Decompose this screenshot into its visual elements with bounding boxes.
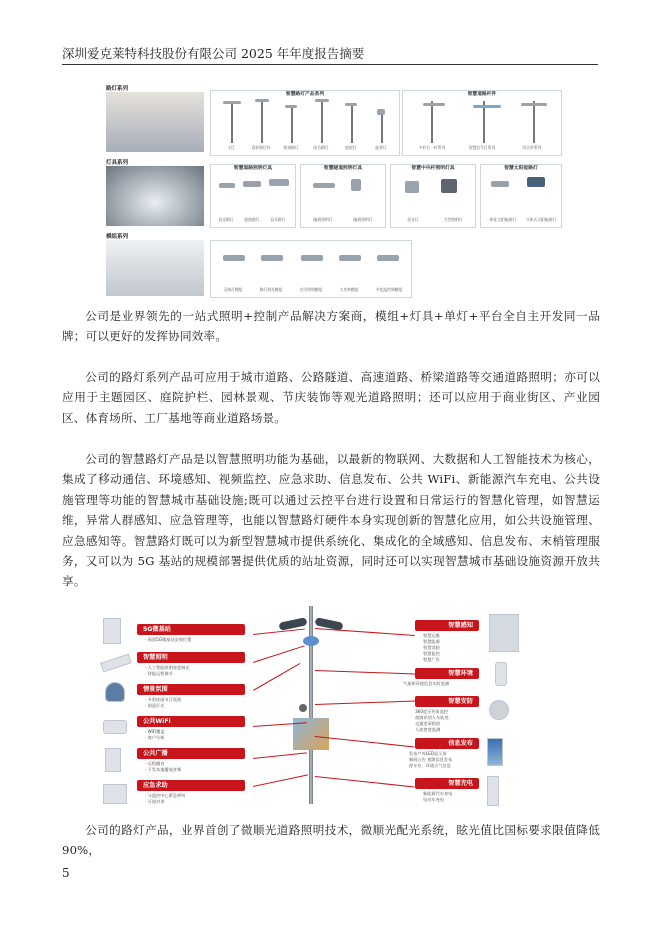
- product-label: 隧道照明灯: [353, 217, 373, 222]
- feature-text: · 多彩炫丽节日氛围: [145, 697, 182, 702]
- product-label: 一体化太阳能路灯: [485, 217, 517, 222]
- speaker-device: [105, 748, 121, 772]
- fixture-group: [300, 164, 386, 228]
- feature-text: · 可视对讲: [145, 799, 165, 804]
- feature-text: · 远程播音: [145, 761, 165, 766]
- dome-camera-device: [489, 700, 509, 720]
- info-display-device: [487, 738, 503, 766]
- feature-banner-info: 信息发布: [415, 738, 479, 749]
- streetlight-series-label: 路灯系列: [106, 86, 129, 92]
- wifi-device: [103, 720, 127, 734]
- product-label: 智慧信号灯系列: [468, 145, 496, 150]
- product-label: 无路灯模组: [223, 287, 243, 292]
- feature-text: 气象和环境信息实时监测: [403, 681, 450, 686]
- paragraph-1: 公司是业界领先的一站式照明+控制产品解决方案商，模组+灯具+单灯+平台全自主开发同一品牌；可以更好的发挥协同效率。: [62, 309, 600, 344]
- 5g-base-station-device: [103, 618, 121, 644]
- product-label: 分体式太阳能路灯: [525, 217, 557, 222]
- feature-text: · WiFi覆盖: [145, 729, 165, 734]
- feature-text: 人流密度监测: [415, 727, 441, 732]
- feature-text: 360度无死角监控: [415, 709, 449, 714]
- page-header: 深圳爱克莱特科技股份有限公司 2025 年年度报告摘要: [62, 46, 365, 61]
- feature-banner-sensing: 智慧感知: [415, 620, 479, 631]
- module-series-label: 模组系列: [106, 234, 129, 240]
- fixture-group: [210, 164, 296, 228]
- fixture-group-title: 智慧太阳能路灯: [504, 166, 538, 171]
- pole-ambient-light: [303, 636, 319, 646]
- paragraph-3: 公司的智慧路灯产品是以智慧照明功能为基础，以最新的物联网、大数据和人工智能技术为核心，集成了移动通信、环境感知、视频监控、应急求助、信息发布、公共 WiFi、新能源汽车充电、公共设施管理等功能的智慧城市基础设施;既可以通过云控平台进行设置和日常运行的智慧化管理，如智慧运维，异常人群感知、应急管理等，也能以智慧路灯硬件本身实现创新的智慧化应用，如公共设施管理、应急感知等。智慧路灯既可以为新型智慧城市提供系统化、集成化的全域感知、信息发布、末梢管理服务，又可以为 5G 基站的规模部署提供优质的站址资源，同时还可以实现智慧城市基础设施资源开放共享。: [62, 452, 600, 589]
- feature-text: · 创意灯光: [145, 703, 165, 708]
- fixture-group-title: 智慧道路照明灯具: [233, 166, 273, 171]
- fixture-series-label: 灯具系列: [106, 160, 129, 166]
- ev-charger-device: [487, 776, 499, 806]
- product-label: 双杆路灯杆: [251, 145, 271, 150]
- product-label: 投光灯: [407, 217, 419, 222]
- pole-camera: [299, 704, 307, 712]
- feature-text: · 智能远程调节: [145, 671, 173, 676]
- emergency-help-device: [103, 784, 127, 804]
- smart-light-group-title: 智慧路灯产品系列: [285, 92, 325, 97]
- feature-text: 视频识别人车轨迹: [415, 715, 449, 720]
- header-rule: [62, 64, 598, 65]
- feature-text: · 预留5G微基站安装位置: [145, 637, 192, 642]
- product-label: 双头路灯: [270, 217, 286, 222]
- lamp-head-device: [100, 654, 132, 673]
- feature-text: 发布户外LED显示屏: [409, 751, 447, 756]
- feature-text: 停车位、环境天气信息: [409, 763, 451, 768]
- product-label: 综合路灯: [313, 145, 329, 150]
- product-label: 多杆合一杆系列: [418, 145, 446, 150]
- product-label: 路灯调光模组: [259, 287, 283, 292]
- feature-text: 新能源汽车充电: [423, 791, 453, 796]
- smart-pole-group: [402, 90, 562, 156]
- feature-banner-security: 智慧安防: [415, 696, 479, 707]
- fixture-group: [480, 164, 562, 228]
- product-label: 庭院灯: [345, 145, 357, 150]
- feature-banner-charging: 智慧充电: [415, 778, 479, 789]
- smart-pole-figure: [103, 600, 533, 810]
- feature-text: 交通违章抓拍: [415, 721, 441, 726]
- feature-text: 新闻公告 视频信息发布: [409, 757, 453, 762]
- feature-banner-broadcast: 公共广播: [137, 748, 245, 759]
- product-label: 多色温控调模组: [375, 287, 403, 292]
- ambient-light-device: [105, 682, 125, 702]
- feature-text: 电动车充电: [423, 797, 444, 802]
- streetlight-photo: [106, 92, 204, 152]
- product-label: 隧道照明灯: [313, 217, 333, 222]
- feature-banner-lighting: 智慧照明: [137, 652, 245, 663]
- feature-banner-emergency: 应急求助: [137, 780, 245, 791]
- sensor-hub-device: [489, 614, 519, 652]
- fixture-group-title: 智慧隧道照明灯具: [323, 166, 363, 171]
- feature-text: 智慧能源: [423, 639, 440, 644]
- fixture-group-title: 智慧中央杆照明灯具: [411, 166, 455, 171]
- feature-text: · 与监控中心紧急呼叫: [145, 793, 186, 798]
- module-group: [210, 240, 412, 298]
- feature-text: · 下发本地播放音频: [145, 767, 182, 772]
- product-label: 庭景灯: [375, 145, 387, 150]
- smart-pole-group-title: 智慧道路杆件: [467, 92, 497, 97]
- product-label: 大功率模组: [339, 287, 359, 292]
- product-label: 景观路灯: [283, 145, 299, 150]
- product-label: 光学照明模组: [299, 287, 323, 292]
- feature-banner-environment: 智慧环境: [415, 668, 479, 679]
- product-label: 主灯: [227, 145, 235, 150]
- page-number: 5: [62, 866, 70, 880]
- fixture-group: [390, 164, 476, 228]
- paragraph-2: 公司的路灯系列产品可应用于城市道路、公路隧道、高速道路、桥梁道路等交通道路照明；亦可以应用于主题园区、庭院护栏、园林景观、节庆装饰等观光道路照明；还可以应用于商业街区、产业园区、体育场所、工厂基地等商业道路场景。: [62, 370, 600, 425]
- feature-banner-wifi: 公共WiFi: [137, 716, 245, 727]
- feature-text: 智慧消防: [423, 645, 440, 650]
- paragraph-4: 公司的路灯产品，业界首创了微顺光道路照明技术，微顺光配光系统，眩光值比国标要求限值降低 90%，: [62, 823, 600, 858]
- feature-text: 智慧运维: [423, 633, 440, 638]
- product-label: 庭院路灯: [244, 217, 260, 222]
- product-label: 投光路灯: [218, 217, 234, 222]
- feature-text: 智慧监控: [423, 651, 440, 656]
- product-label: 综合杆系列: [522, 145, 542, 150]
- weather-station-device: [495, 662, 507, 686]
- feature-banner-5g: 5G微基站: [137, 624, 245, 635]
- tunnel-photo: [106, 166, 204, 226]
- feature-text: 智慧广告: [423, 657, 440, 662]
- module-photo: [106, 240, 204, 296]
- feature-text: · 客户分析: [145, 735, 165, 740]
- product-label: 大型照明灯: [443, 217, 463, 222]
- product-series-figure: [104, 82, 564, 298]
- feature-text: · 人工智能照明亮度调光: [145, 665, 190, 670]
- smart-light-group: [210, 90, 400, 156]
- feature-banner-ambience: 情景氛围: [137, 684, 245, 695]
